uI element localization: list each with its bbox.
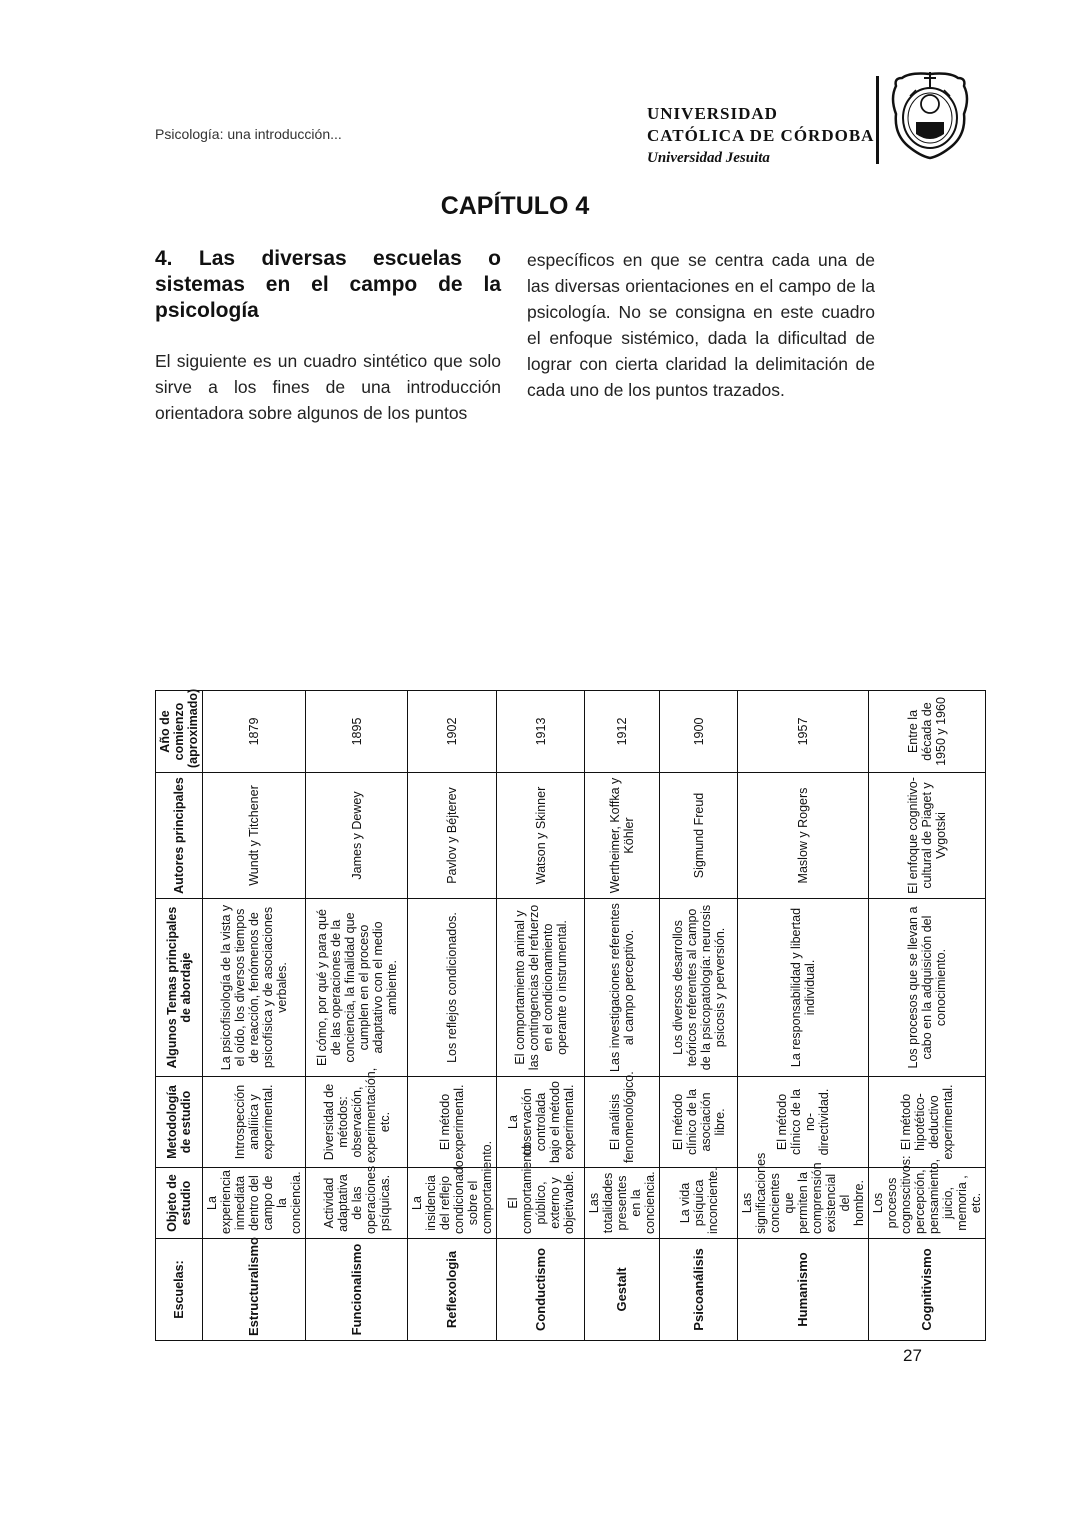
- table-row: [869, 449, 986, 1341]
- temas-cell: El cómo, por qué y para qué de las operaciones de la conciencia, la finalidad que cumplen en el proceso adaptativo con el medio ambiente.: [306, 899, 408, 1077]
- header-metodologia: Metodología de estudio: [156, 1077, 203, 1168]
- table-row: [497, 449, 585, 1341]
- metodo-cell: Diversidad de métodos: observación, experimentación, etc.: [306, 1077, 408, 1168]
- temas-cell: Las investigaciones referentes al campo perceptivo.: [585, 899, 660, 1077]
- objeto-cell: Actividad adaptativa de las operaciones psíquicas.: [306, 1168, 408, 1239]
- metodo-cell: El método experimental.: [408, 1077, 497, 1168]
- anio-cell: 1895: [306, 691, 408, 773]
- anio-cell: 1957: [738, 691, 869, 773]
- university-name: [647, 103, 874, 169]
- objeto-cell: La insidencia del reflejo condicionado sobre el comportamiento.: [408, 1168, 497, 1239]
- escuela-cell: Psicoanálisis: [660, 1239, 738, 1341]
- header-divider: [876, 76, 879, 164]
- table-row: [585, 449, 660, 1341]
- objeto-cell: Las totalidades presentes en la conciencia.: [585, 1168, 660, 1239]
- autores-cell: Wundt y Titchener: [203, 773, 306, 899]
- schools-table-rotated: [155, 449, 983, 1341]
- anio-cell: 1900: [660, 691, 738, 773]
- table-header-row: [156, 449, 203, 1341]
- header-escuelas: Escuelas:: [156, 1239, 203, 1341]
- escuela-cell: Gestalt: [585, 1239, 660, 1341]
- anio-cell: 1913: [497, 691, 585, 773]
- section-title: 4. Las diversas escuelas o sistemas en el campo de la psicología: [155, 247, 501, 322]
- chapter-title: CAPÍTULO 4: [440, 192, 590, 220]
- anio-cell: 1912: [585, 691, 660, 773]
- autores-cell: El enfoque cognitivo-cultural de Piaget y Vygotski: [869, 773, 986, 899]
- table-row: [203, 449, 306, 1341]
- anio-cell: Entre la década de 1950 y 1960: [869, 691, 986, 773]
- metodo-cell: El método clínico de la no-directividad.: [738, 1077, 869, 1168]
- temas-cell: El comportamiento animal y las contingencias del refuerzo en el condicionamiento operante o instrumental.: [497, 899, 585, 1077]
- metodo-cell: El análisis fenomenológico.: [585, 1077, 660, 1168]
- autores-cell: Maslow y Rogers: [738, 773, 869, 899]
- header-anio: Año de comienzo (aproximado): [156, 691, 203, 773]
- autores-cell: Wertheimer, Koffka y Köhler: [585, 773, 660, 899]
- metodo-cell: La observación controlada bajo el método experimental.: [497, 1077, 585, 1168]
- temas-cell: Los diversos desarrollos teóricos referentes al campo de la psicopatología: neurosis psicosis y perversión.: [660, 899, 738, 1077]
- metodo-cell: Introspección analíiica y experimental.: [203, 1077, 306, 1168]
- temas-cell: Los procesos que se llevan a cabo en la adquisición del conocimiento.: [869, 899, 986, 1077]
- objeto-cell: Las significaciones concientes que permiten la comprensión existencial del hombre.: [738, 1168, 869, 1239]
- metodo-cell: El método hipotético-deductivo experimental.: [869, 1077, 986, 1168]
- intro-paragraph-left: El siguiente es un cuadro sintético que solo sirve a los fines de una introducción orientadora sobre algunos de los puntos: [155, 351, 501, 423]
- objeto-cell: La vida psíquica inconciente.: [660, 1168, 738, 1239]
- table-row: [306, 449, 408, 1341]
- temas-cell: Los reflejos condicionados.: [408, 899, 497, 1077]
- page-number: 27: [903, 1346, 922, 1365]
- university-line-1: UNIVERSIDAD: [647, 104, 778, 123]
- university-line-3: Universidad Jesuita: [647, 150, 770, 166]
- escuela-cell: Reflexologia: [408, 1239, 497, 1341]
- intro-paragraph-right: específicos en que se centra cada una de las diversas orientaciones en el campo de la psicología. No se consigna en este cuadro el enfoque sistémico, dada la dificultad de lograr con cierta claridad la delimitación de cada uno de los puntos trazados.: [527, 250, 875, 400]
- anio-cell: 1902: [408, 691, 497, 773]
- table-row: [408, 449, 497, 1341]
- objeto-cell: La experiencia inmediata dentro del campo de la conciencia.: [203, 1168, 306, 1239]
- escuela-cell: Conductismo: [497, 1239, 585, 1341]
- autores-cell: Pavlov y Béjterev: [408, 773, 497, 899]
- university-seal-icon: [890, 68, 970, 160]
- university-line-2: CATÓLICA DE CÓRDOBA: [647, 126, 875, 145]
- anio-cell: 1879: [203, 691, 306, 773]
- metodo-cell: El método clínico de la asociación libre.: [660, 1077, 738, 1168]
- schools-table: [155, 448, 986, 1341]
- autores-cell: Sigmund Freud: [660, 773, 738, 899]
- running-header: Psicología: una introducción...: [155, 126, 342, 142]
- escuela-cell: Estructuralismo: [203, 1239, 306, 1341]
- autores-cell: Watson y Skinner: [497, 773, 585, 899]
- table-row: [738, 449, 869, 1341]
- temas-cell: La responsabilidad y libertad individual.: [738, 899, 869, 1077]
- objeto-cell: Los procesos cognoscitivos: percepción, pensamiento, juicio, memoria , etc.: [869, 1168, 986, 1239]
- objeto-cell: El comportamiento público, externo y objetivable.: [497, 1168, 585, 1239]
- header-objeto: Objeto de estudio: [156, 1168, 203, 1239]
- header-temas: Algunos Temas principales de abordaje: [156, 899, 203, 1077]
- escuela-cell: Funcionalismo: [306, 1239, 408, 1341]
- escuela-cell: Humanismo: [738, 1239, 869, 1341]
- header-autores: Autores principales: [156, 773, 203, 899]
- temas-cell: La psicofisiología de la vista y el oído, los diversos tiempos de reacción, fenómenos de psicofísica y de asociaciones verbales.: [203, 899, 306, 1077]
- autores-cell: James y Dewey: [306, 773, 408, 899]
- table-row: [660, 449, 738, 1341]
- escuela-cell: Cognitivismo: [869, 1239, 986, 1341]
